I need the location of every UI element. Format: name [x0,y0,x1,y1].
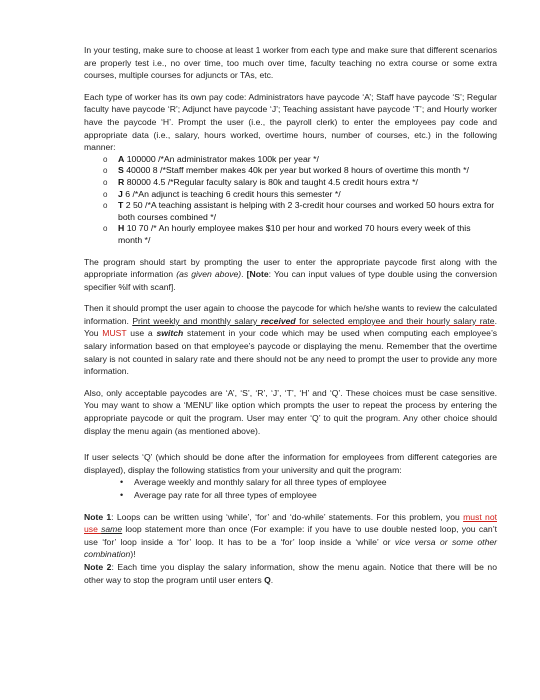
paycode-examples-list [84,154,497,247]
list-item: • Average weekly and monthly salary for all three types of employee [120,477,387,488]
paycode-paragraph: Each type of worker has its own pay code: Administrators have paycode ‘A’; Staff have paycode ‘S’; Regular faculty have paycode ‘R’; Adjunct have paycode ‘J’; Teaching assistant have paycode ‘T’; and Hourly worker have the paycode ‘H’. Prompt the user (i.e., the payroll clerk) to enter the employees pay code and appropriate data (i.e., salary, hours worked, overtime hours, number of courses, etc.) in the following manner: [84,91,497,153]
note-1-paragraph: Note 1: Loops can be written using ‘while’, ‘for’ and ‘do-while’ statements. For this problem, you must not use same loop statement more than once (For example: if you have to use double nested loop, you can’t use ‘for’ loop inside a ‘for’ loop. It has to be a ‘for’ loop inside a ‘while’ or vice versa or some other combination)! [84,511,497,560]
list-item: • Average pay rate for all three types of employee [120,490,317,500]
review-paragraph: Then it should prompt the user again to choose the paycode for which he/she wants to review the calculated information. Print weekly and monthly salary received for selected employee and their hourly salary rate. You MUST use a switch statement in your code which may be used when computing each employee’s salary information based on that employee’s paycode or displaying the menu. Remember that the overtime salary is not counted in salary rate and there should not be any need to prompt the user to provide any more information. [84,303,497,377]
statistics-list [84,476,497,501]
hollow-bullet-icon: o [103,189,108,199]
hollow-bullet-icon: o [103,177,108,187]
list-item: o A 100000 /*An administrator makes 100k per year */ [103,153,319,164]
solid-bullet-icon: • [120,490,124,500]
start-prompt-paragraph: The program should start by prompting the user to enter the appropriate paycode first along with the appropriate information (as given above). [Note: You can input values of type double using the conversion specifier %lf with scanf]. [84,256,497,292]
solid-bullet-icon: • [120,477,124,488]
hollow-bullet-icon: o [103,201,108,211]
paycodes-paragraph: Also, only acceptable paycodes are ‘A’, ‘S’, ‘R’, ‘J’, ‘T’, ‘H’ and ‘Q’. These choices must be case sensitive. You may want to show a ‘MENU’ like option which prompts the user to repeat the process by entering the appropriate paycode or quit the program. User may enter ‘Q’ to quit the program. Any other choice should display the menu again (as mentioned above). [84,387,497,436]
note-2-paragraph: Note 2: Each time you display the salary information, show the menu again. Notice that there will be no other way to stop the program until user enters Q. [84,561,497,585]
hollow-bullet-icon: o [103,224,108,234]
list-item: o R 80000 4.5 /*Regular faculty salary is 80k and taught 4.5 credit hours extra */ [103,176,418,187]
hollow-bullet-icon: o [103,166,108,176]
list-item: o J 6 /*An adjunct is teaching 6 credit hours this semester */ [103,188,341,199]
list-item: o S 40000 8 /*Staff member makes 40k per year but worked 8 hours of overtime this month */ [103,165,469,176]
quit-paragraph: If user selects ‘Q’ (which should be done after the information for employees from different categories are displayed), display the following statistics from your university and quit the program: [84,452,497,475]
list-item: o T 2 50 /*A teaching assistant is helping with 2 3-credit hour courses and worked 50 hours extra for both courses combined */ [103,200,495,222]
hollow-bullet-icon: o [103,154,108,164]
list-item: o H 10 70 /* An hourly employee makes $10 per hour and worked 70 hours every week of this month */ [103,223,471,245]
testing-paragraph: In your testing, make sure to choose at least 1 worker from each type and make sure that different scenarios are properly test i.e., no over time, too much over time, faculty teaching no extra course or some extra courses, multiple courses for adjuncts or TAs, etc. [84,45,497,81]
